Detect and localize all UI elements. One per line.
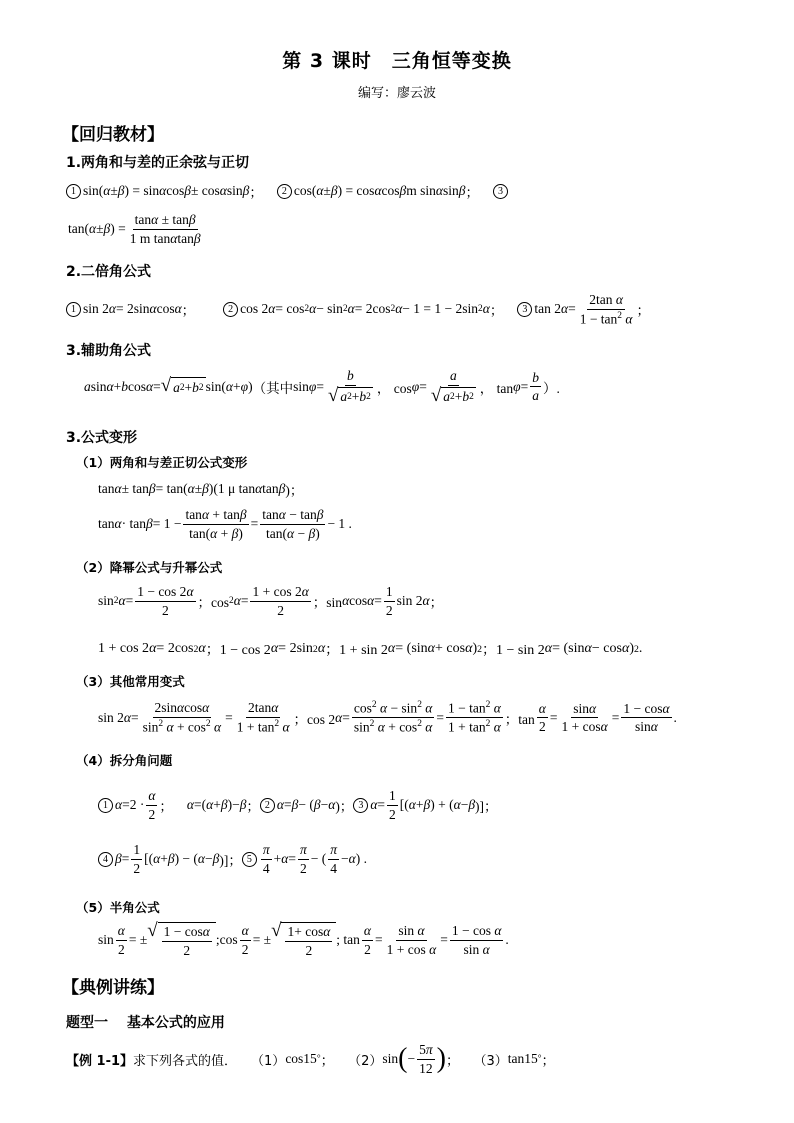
formula-tan-transform-1: tan α ± tan β = tan( α ± β )(1 μ tan α tan β )；	[98, 481, 304, 498]
heading-auxiliary-angle: 3.辅助角公式	[66, 343, 152, 359]
heading-double-angle: 2.二倍角公式	[66, 264, 152, 280]
example-prompt: 求下列各式的值．	[133, 1053, 238, 1069]
formula-power-raising: 1 + cos 2 α = 2cos 2 α ；1 − cos 2 α = 2sin 2 α ；1 + sin 2 α = (sin α + cos α ) 2 ；1 − sin 2 α = (sin α − cos α ) 2 .	[98, 641, 643, 658]
formula-tan-transform-2: tan α · tan β = 1 − $\frac{\tan\alpha + \tan\beta}{\tan(\alpha + \beta)}$ = $\frac{\tan\alpha - \tan\beta}{\tan(\alpha - \beta)}$ − 1 .	[98, 507, 352, 541]
example-part-2-label: （2）	[348, 1053, 383, 1069]
page-title: 第 3 课时 三角恒等变换	[282, 50, 512, 72]
heading-type-one: 题型一 基本公式的应用	[66, 1015, 225, 1031]
formula-double-angle: 1 sin 2 α = 2sin α cos α ； 2 cos 2 α = cos 2 α − sin 2 α = 2cos 2 α − 1 = 1 − 2sin 2 α ； 3 tan 2 α = $\frac{\text{2tan α}}{1 - \tan^2 \alpha}$ ；	[66, 292, 650, 327]
subheading-power-reduction: （2）降幂公式与升幂公式	[76, 560, 223, 575]
formula-common-variants: sin 2 α = $\frac{2\sin\alpha\cos\alpha}{\sin^2 \alpha + \cos^2 \alpha}$ = $\frac{2\tan\alpha}{1 + \tan^2 \alpha}$ ；cos 2 α = $\frac{\cos^2 \alpha - \sin^2 \alpha}{\sin^2 \alpha + \cos^2 \alpha}$ = $\frac{1 - \tan^2 \alpha}{1 + \tan^2 \alpha}$ ；tan $\frac{\alpha}{2}$ = $\frac{\sin\alpha}{1 + \cos\alpha}$ = $\frac{1 - \cos\alpha}{\sin\alpha}$ .	[98, 700, 677, 735]
example-part-3-label: （3）	[473, 1053, 508, 1069]
formula-angle-split-1: 1 α =2 · $\frac{\alpha}{2}$ ； α =( α + β )− β ； 2 α = β − ( β − α )； 3 α = $\frac{1}{2}$ [( α + β ) + ( α − β )]；	[98, 788, 498, 822]
heading-sum-difference: 1.两角和与差的正余弦与正切	[66, 155, 250, 171]
author-line: 编写：廖云波	[357, 86, 436, 101]
formula-sum-sin-cos: 1 sin( α ± β ) = sin α cos β ± cos α sin β ； 2 cos( α ± β ) = cos α cos β m sin α sin β ； 3	[66, 181, 510, 201]
section-review-heading: 【回归教材】	[62, 125, 164, 145]
example-label: 【例 1-1】	[66, 1053, 134, 1069]
section-examples-heading: 【典例讲练】	[62, 978, 164, 998]
formula-power-reduction: sin 2 α = $\frac{1 - \cos 2\alpha}{2}$ ；cos 2 α = $\frac{1 + \cos 2\alpha}{2}$ ；sin α cos α = $\frac{1}{2}$ sin 2 α ；	[98, 584, 444, 618]
formula-half-angle: sin $\frac{\alpha}{2}$ = ± √ $\frac{1 - \cos\alpha}{2}$ ;cos $\frac{\alpha}{2}$ = ± √ $\frac{1+ \cos\alpha}{2}$ ; tan $\frac{\alpha}{2}$ = $\frac{\text{sin α}}{\text{1 + cos α}}$ = $\frac{\text{1 − cos α}}{\text{sin α}}$ .	[98, 920, 509, 958]
formula-sum-tan: tan( α ± β ) = $\frac{\tan\alpha \pm \tan\beta}{\text{1 m tanαtanβ}}$	[68, 212, 201, 246]
example-part-1-label: （1）	[251, 1053, 286, 1069]
formula-auxiliary-angle: a sin α + b cos α = √ a 2 + b 2 sin( α + φ ) （其中 sin φ = b √ a 2 + b 2 ， cos φ = a √ a 2 + b 2 ， tan φ = $\frac{b}{a}$ ）.	[84, 368, 560, 406]
aux-note-close: ）.	[543, 380, 560, 396]
subheading-tan-transform: （1）两角和与差正切公式变形	[76, 455, 248, 470]
heading-formula-transform: 3.公式变形	[66, 430, 138, 446]
subheading-angle-split: （4）拆分角问题	[76, 753, 173, 768]
aux-note-open: （其中	[252, 380, 294, 396]
example-1-1: 【例 1-1】 求下列各式的值． （1） cos15 ° ； （2） sin ( − $\frac{5\pi}{12}$ ) ； （3） tan15 ° ；	[66, 1042, 555, 1076]
subheading-common-variants: （3）其他常用变式	[76, 674, 185, 689]
formula-angle-split-2: 4 β = $\frac{1}{2}$ [( α + β ) − ( α − β )]； 5 $\frac{\pi}{4}$ + α = $\frac{\pi}{2}$ − ( $\frac{\pi}{4}$ − α ) .	[98, 842, 367, 876]
subheading-half-angle: （5）半角公式	[76, 900, 160, 915]
